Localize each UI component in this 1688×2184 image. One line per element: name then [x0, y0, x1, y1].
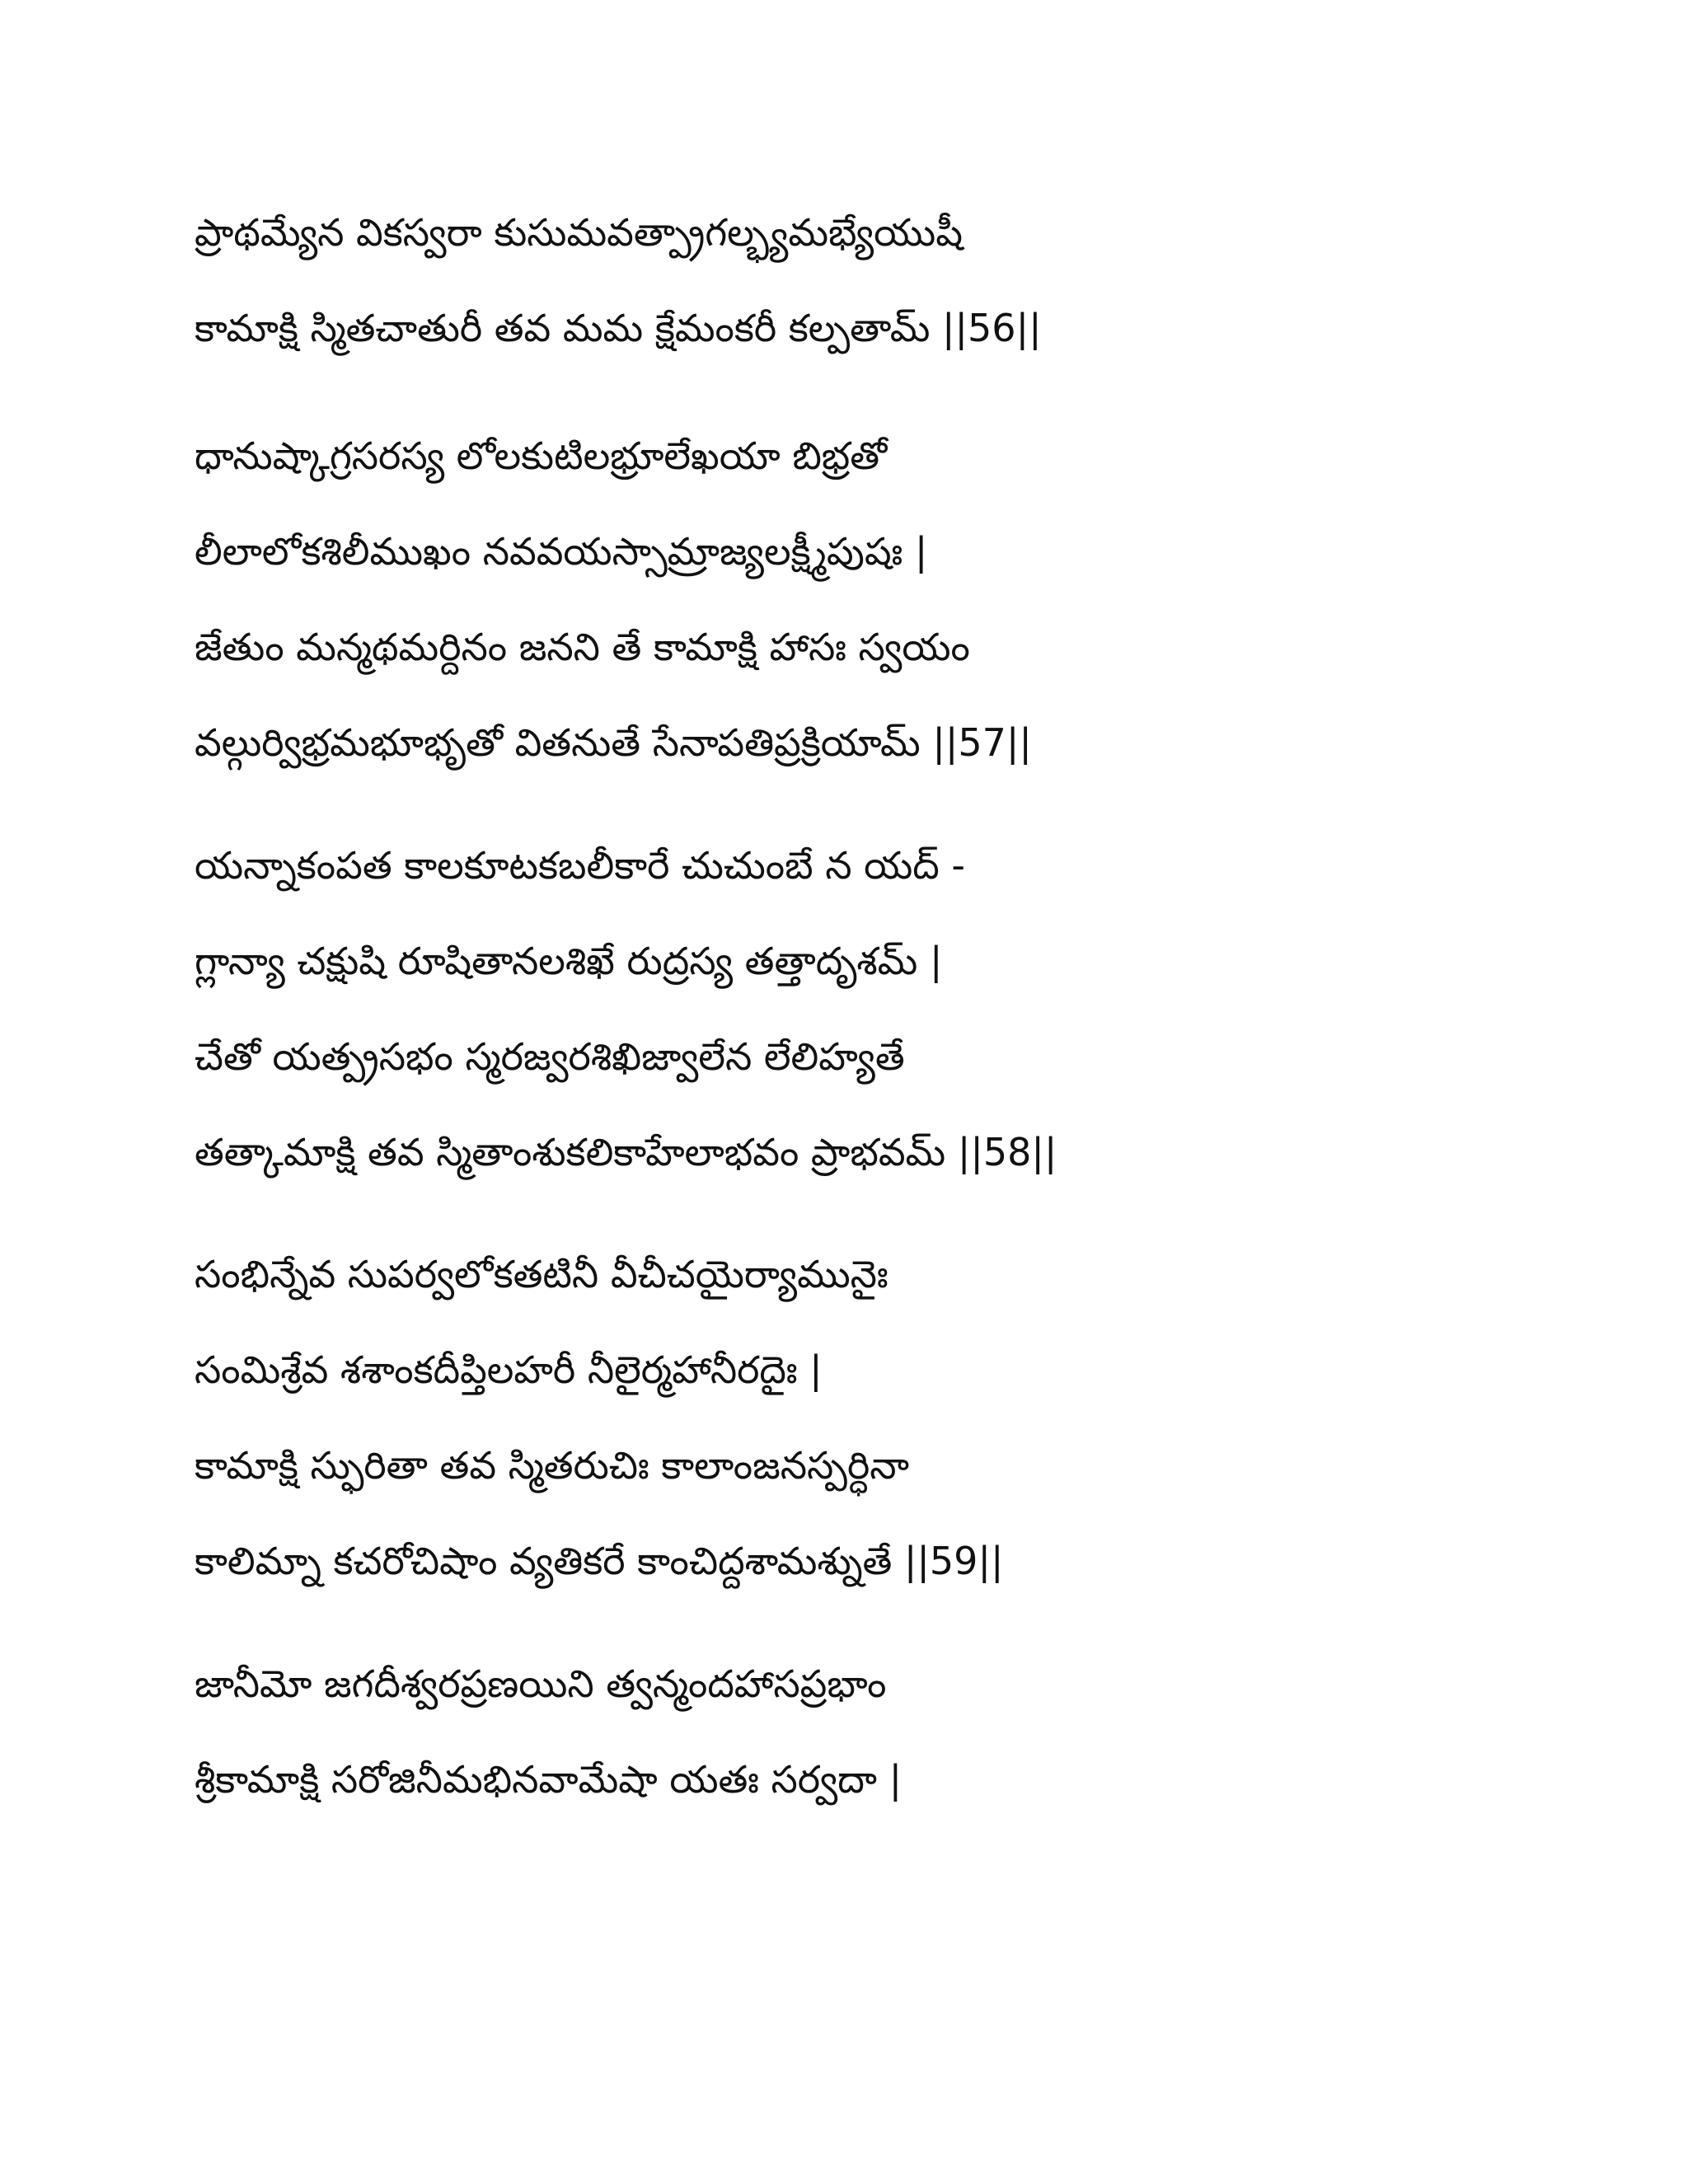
- verse-line: జానీమో జగదీశ్వరప్రణయిని త్వన్మందహాసప్రభాం: [195, 1661, 887, 1706]
- verse-58: [195, 818, 1596, 1200]
- verse-line: ధానుష్కాగ్రసరస్య లోలకుటిలభ్రూలేఖయా బిభ్రతో: [195, 434, 888, 478]
- verse-line: లీలాలోకశిలీముఖం నవవయస్సామ్రాజ్యలక్ష్మీపుషః |: [195, 529, 928, 574]
- verse-line: తత్కామాక్షి తవ స్మితాంశుకలికాహేలాభవం ప్రాభవమ్ ||58||: [195, 1130, 1057, 1174]
- verse-line: కాలిమ్నా కచరోచిషాం వ్యతికరే కాంచిద్దశామశ్నుతే ||59||: [195, 1539, 1004, 1583]
- verse-56: [195, 185, 1596, 376]
- verse-57: [195, 408, 1596, 790]
- verse-60: [195, 1636, 1596, 1827]
- verse-line: కామాక్షి స్మితచాతురీ తవ మమ క్షేమంకరీ కల్పతామ్ ||56||: [195, 306, 1042, 350]
- verse-59: [195, 1226, 1596, 1609]
- verse-line: వల్గుర్విభ్రమభూభృతో వితనుతే సేనాపతిప్రక్రియామ్ ||57||: [195, 720, 1032, 765]
- verse-line: ప్రాథమ్యేన వికస్వరా కుసుమవత్ప్రాగల్భ్యమభ్యేయుషీ: [195, 210, 963, 255]
- verse-line: శ్రీకామాక్షి సరోజినీమభినవామేషా యతః సర్వదా |: [195, 1757, 903, 1802]
- verse-line: గ్లాన్యా చక్షుషి రూషితానలశిఖే రుద్రస్య తత్తాదృశమ్ |: [195, 939, 943, 983]
- verse-line: సంభిన్నేవ సుపర్వలోకతటినీ వీచీచయైర్యామునైః: [195, 1252, 889, 1296]
- verse-line: చేతో యత్ప్రసభం స్మరజ్వరశిఖిజ్వాలేన లేలిహ్యతే: [195, 1034, 905, 1079]
- verse-line: యన్నాకంపత కాలకూటకబలీకారే చుచుంబే న యద్ -: [195, 843, 965, 888]
- verse-line: సంమిశ్రేవ శశాంకదీప్తిలహరీ నీలైర్మహానీరదైః |: [195, 1347, 823, 1392]
- verse-line: జేతుం మన్మథమర్దినం జనని తే కామాక్షి హాసః స్వయం: [195, 625, 970, 669]
- verse-line: కామాక్షి స్ఫురితా తవ స్మితరుచిః కాలాంజనస్పర్ధినా: [195, 1443, 910, 1488]
